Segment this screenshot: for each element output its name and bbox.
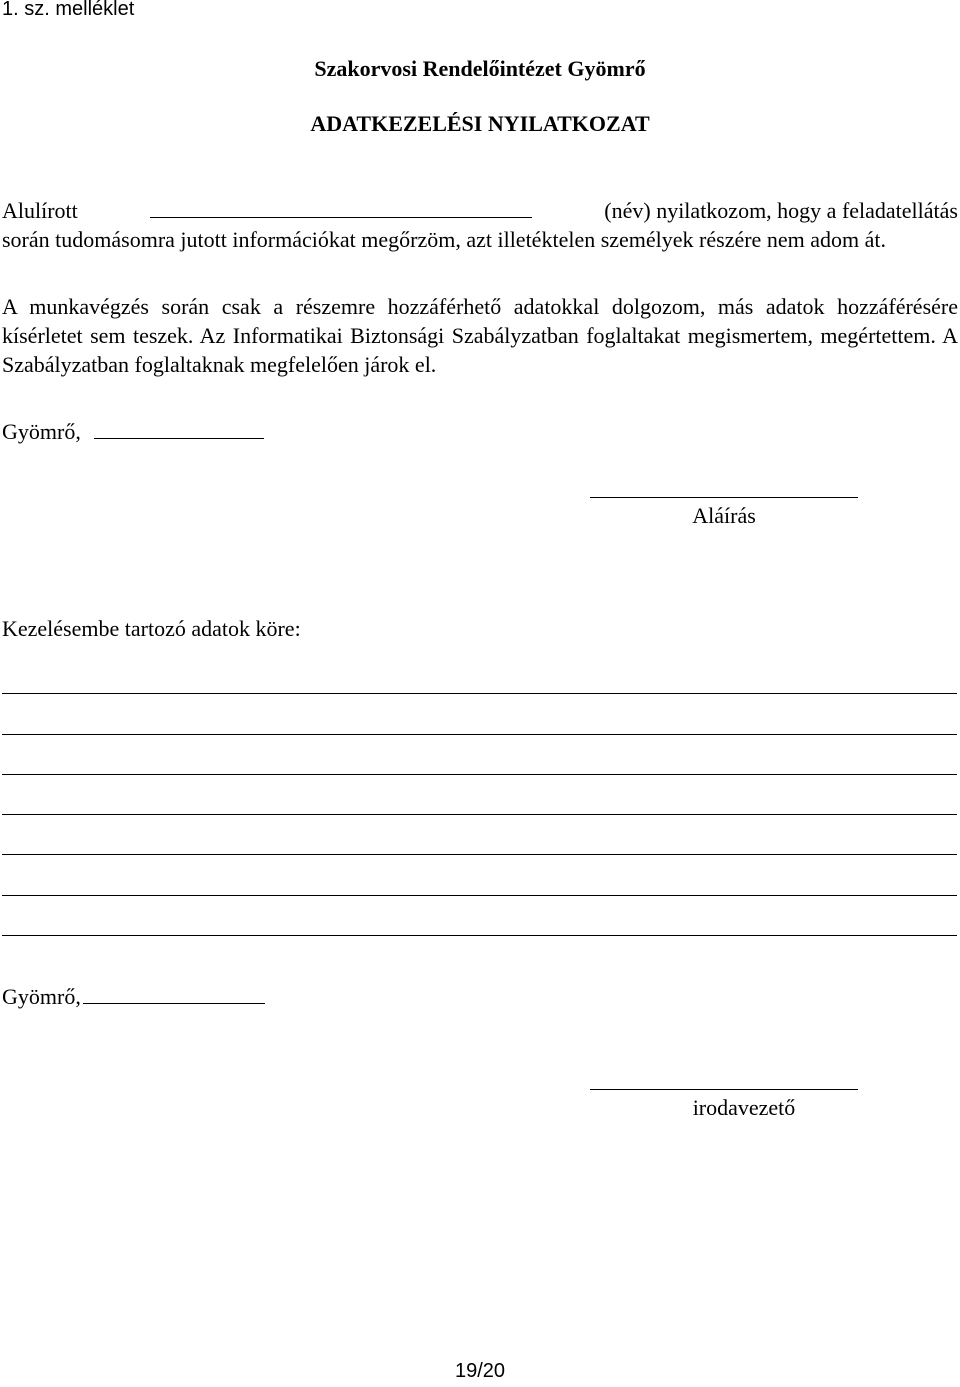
data-scope-line[interactable] [2, 814, 957, 815]
declaration-rest: során tudomásomra jutott információkat megőrzöm, azt illetéktelen személyek részére nem adom át. [2, 227, 886, 252]
declaration-name-hint: (név) nyilatkozom, hogy a feladatellátás [604, 198, 958, 223]
place-date-1 [2, 418, 264, 445]
data-scope-line[interactable] [2, 935, 957, 936]
data-scope-line[interactable] [2, 854, 957, 855]
work-rules-paragraph: A munkavégzés során csak a részemre hozzáférhető adatokkal dolgozom, más adatok hozzáférésére kísérletet sem teszek. Az Informatikai Biztonsági Szabályzatban foglaltakat megismertem, megértettem. A Szabályzatban foglaltaknak megfelelően járok el. [2, 294, 958, 377]
document-title: ADATKEZELÉSI NYILATKOZAT [310, 111, 650, 136]
data-scope-line[interactable] [2, 693, 957, 694]
data-scope-line[interactable] [2, 734, 957, 735]
declaration-first-line [2, 196, 958, 225]
date-blank-line-2[interactable] [83, 983, 265, 1004]
signature-line-2[interactable] [590, 1089, 858, 1090]
declaration-prefix: Alulírott [2, 198, 78, 223]
declaration-paragraph [2, 196, 958, 254]
data-scope-line[interactable] [2, 774, 957, 775]
institution-title: Szakorvosi Rendelőintézet Gyömrő [314, 56, 646, 81]
signature-label-2: irodavezető [692, 1095, 796, 1120]
place-label-1: Gyömrő, [2, 419, 81, 444]
signature-label-1: Aláírás [692, 503, 756, 528]
data-scope-label: Kezelésembe tartozó adatok köre: [2, 616, 301, 641]
place-label-2: Gyömrő, [2, 984, 81, 1009]
signature-line-1[interactable] [590, 497, 858, 498]
date-blank-line-1[interactable] [94, 418, 264, 439]
data-scope-line[interactable] [2, 895, 957, 896]
name-blank-line[interactable] [150, 197, 532, 218]
place-date-2 [2, 983, 265, 1010]
annex-label: 1. sz. melléklet [2, 0, 135, 20]
page-number: 19/20 [454, 1360, 506, 1382]
